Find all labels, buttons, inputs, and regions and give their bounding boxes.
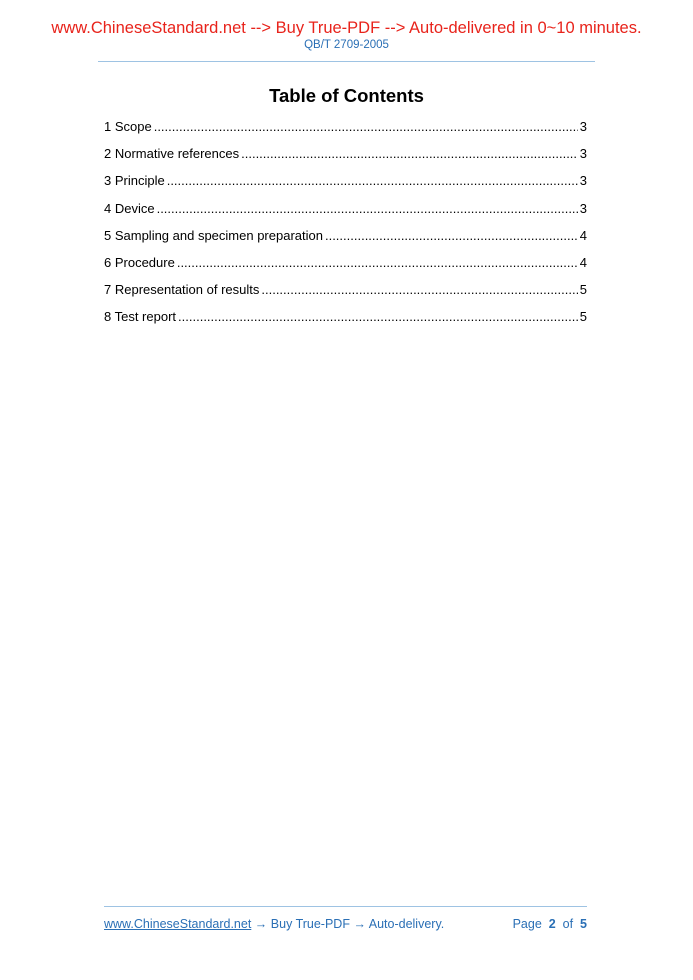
toc-item[interactable] [104, 118, 587, 145]
toc-item-page: 5 [579, 309, 587, 325]
toc-item-page: 3 [579, 173, 587, 189]
page-of: of [562, 917, 574, 931]
page-current: 2 [548, 917, 556, 931]
toc-item-label: 1 Scope [104, 119, 152, 134]
footer-divider [104, 906, 587, 907]
toc-list [104, 118, 587, 336]
toc-item-label: 7 Representation of results [104, 282, 260, 298]
footer-delivery-text: Auto-delivery. [368, 917, 445, 931]
toc-title: Table of Contents [269, 85, 424, 106]
toc-leader-dots [325, 227, 578, 244]
page-total: 5 [580, 917, 587, 931]
toc-item[interactable] [104, 227, 587, 254]
header-divider [98, 61, 595, 62]
toc-item[interactable] [104, 172, 587, 199]
footer-site-link[interactable]: www.ChineseStandard.net [104, 917, 252, 931]
footer-buy-text: Buy True-PDF [270, 917, 350, 931]
toc-leader-dots [261, 281, 577, 298]
toc-item-page: 3 [579, 200, 587, 216]
toc-leader-dots [157, 200, 578, 217]
toc-leader-dots [177, 254, 578, 271]
toc-item-page: 5 [579, 282, 587, 298]
toc-item[interactable] [104, 281, 587, 308]
toc-item-label: 3 Principle [104, 173, 165, 189]
toc-item-page: 4 [579, 227, 587, 243]
standard-code: QB/T 2709-2005 [304, 39, 389, 51]
toc-item[interactable] [104, 200, 587, 227]
toc-item-page: 4 [579, 254, 587, 270]
toc-item-label: 5 Sampling and specimen preparation [104, 227, 323, 243]
toc-item-label: 8 Test report [104, 309, 177, 325]
header-banner[interactable]: www.ChineseStandard.net --> Buy True-PDF --> Auto-delivered in 0~10 minutes. [51, 19, 642, 37]
arrow-right-icon: → [353, 917, 366, 931]
footer-left [104, 916, 444, 932]
toc-leader-dots [167, 172, 578, 189]
toc-item-label: 4 Device [104, 200, 155, 216]
toc-item[interactable] [104, 308, 587, 335]
toc-item-page: 3 [579, 146, 587, 162]
toc-item-label: 2 Normative references [104, 146, 240, 162]
toc-leader-dots [178, 308, 578, 325]
toc-item-label: 6 Procedure [104, 254, 175, 270]
toc-item[interactable] [104, 254, 587, 281]
page-number [513, 916, 587, 932]
toc-item[interactable] [104, 145, 587, 172]
toc-leader-dots [241, 145, 578, 162]
toc-leader-dots [154, 118, 578, 135]
toc-item-page: 3 [579, 119, 587, 134]
page-label: Page [512, 917, 542, 931]
arrow-right-icon: → [254, 917, 268, 931]
